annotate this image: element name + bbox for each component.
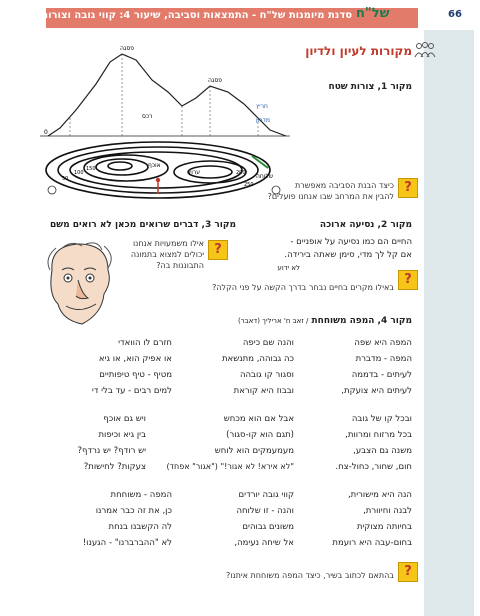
poem-line: ובכל קו של גובה	[351, 414, 412, 424]
source2-line1: החיים הם כמו נסיעה על אופניים -	[290, 237, 412, 247]
poem-line: המפה - משוחחת	[110, 490, 172, 500]
poem-line: לעיתים היא צועקת,	[341, 386, 412, 396]
poem-line: חום, שחור, כחול-צח.	[335, 462, 412, 472]
poem-line: והנה - זו שלוחה	[236, 506, 294, 516]
poem-line: יש רודף? יש נרדף?	[77, 446, 146, 456]
shelach-logo	[356, 6, 389, 21]
poem-line: לה הקשבנו בנחת	[108, 522, 172, 532]
header-title: סדנת מיומנות של"ח - התמצאות וסביבה, שיעור 4: קווי גובה וצורות תבליט	[9, 10, 352, 21]
source4-credit: / זאב ח' אריליך (דאבר)	[238, 317, 309, 325]
label-valley: ערוץ	[188, 169, 201, 176]
poem-line: אבל אם הוא מכחש	[223, 414, 294, 424]
source1-question-line2: להבין את המרחב שבו אנחנו פועלים?	[267, 192, 394, 201]
question-icon: ?	[398, 270, 418, 290]
people-icon	[414, 42, 436, 62]
poem-line: ובבוז היא קוראת	[233, 386, 294, 396]
poem-line: (תגם הוא קו-סגור)	[226, 430, 294, 440]
source3-title: מקור 3, דברים שרואים מכאן לא רואים משם	[49, 220, 236, 230]
poem-line: קווי גובה יורדים	[238, 490, 294, 500]
height-label: 50	[62, 176, 69, 182]
label-ridge: רכס	[142, 113, 153, 120]
poem-line: המפה היא שפה	[354, 338, 412, 348]
source1-title: מקור 1, צורות שטח	[328, 82, 412, 92]
poem-line: מעמעמקים הוא לוחש	[214, 446, 294, 456]
source2-credit: לא ידוע	[277, 264, 300, 272]
poem-line: משונים גבוהים	[242, 522, 294, 532]
label-slope: חריץ	[256, 103, 268, 110]
poem-line: צעקות? לחישות?	[83, 462, 146, 472]
source2-line2: אם קל לך מדי, סימן שאתה בירידה.	[284, 250, 412, 260]
poem-line: לעיתים - בדממה	[351, 370, 412, 380]
question-icon: ?	[398, 178, 418, 198]
poem-line: כה גבוהה, מתנשאת	[221, 354, 294, 364]
poem-line: בחיותה מצוקית	[356, 522, 412, 532]
label-sea-level: 0	[44, 129, 48, 136]
label-peak-left: פסגה	[120, 45, 135, 52]
height-label: 250	[244, 182, 254, 188]
height-label: 100	[74, 170, 84, 176]
poem-line: בכל מרזוח ומרוות,	[345, 430, 412, 440]
poem-line: למים רבים - עד בלי די	[91, 386, 172, 396]
source3-question-line3: התבוננות בה?	[156, 261, 204, 270]
label-peak-right: פסגה	[208, 77, 223, 84]
poem-line: חזרם לו הוואדי	[118, 338, 172, 348]
source2-title: מקור 2, נסיעה ארוכה	[319, 220, 412, 230]
poem-line: אל שיחה נעימה,	[234, 538, 294, 548]
sidebar-strip	[424, 30, 474, 616]
poem-line: כן, את זה כבר אמרנו	[95, 506, 172, 516]
question-icon: ?	[398, 562, 418, 582]
terrain-diagram	[40, 40, 290, 200]
poem-line: וסגור קו גובהה	[239, 370, 294, 380]
poem-line: הנה היא מישורית,	[347, 490, 412, 500]
poem-line: והנה שם כיפה	[242, 338, 294, 348]
poem-line: מטיף - טיף טיפותיים	[99, 370, 172, 380]
source3-question-line2: יכולים למצוא בתמונה	[130, 250, 204, 259]
old-man-illustration	[42, 240, 118, 332]
page-header	[0, 0, 480, 30]
page-number: 66	[448, 9, 462, 20]
poem-line: המפה - מדברת	[355, 354, 412, 364]
source4-question: בהתאם לכתוב בשיר, כיצד המפה משוחחת איתנו?	[225, 571, 394, 580]
poem-line: לבנה וחיוורת,	[363, 506, 412, 516]
label-slope2: מדרון	[256, 117, 271, 124]
poem-line: או אפיק הוא, או גיא	[98, 354, 172, 364]
source3-question-line1: אילו משמעויות אנחנו	[132, 239, 204, 248]
compass-icon	[48, 186, 56, 194]
poem-line: "לא אירא! לא אגור!" ("אגור" אפחד)	[166, 462, 294, 471]
poem-line: לא "ההברברנו" - הגענו!	[82, 538, 172, 548]
height-label: 150	[86, 166, 96, 172]
poem-line: ויש גם אוכף	[103, 414, 146, 424]
source1-question-line1: כיצד הבנת הסביבה מאפשרת	[295, 181, 394, 190]
source2-question: באילו מקרים בחיים נבחר בדרך הקשה על פני הקלה?	[212, 283, 394, 292]
poem-line: משנה גם הצבע,	[353, 446, 412, 456]
source4-title-text: מקור 4, המפה משוחחת	[311, 316, 412, 326]
label-saddle: אוכף	[148, 162, 161, 169]
chapter-title: מקורות לעיון ולדיון	[305, 44, 412, 58]
poem-line: בחום-עבה היא רועמת	[332, 538, 412, 548]
source4-title	[130, 316, 412, 326]
logo-text: של"ח	[356, 6, 390, 21]
poem-line: בין גיא וכיפות	[98, 430, 146, 440]
height-label: 200	[236, 170, 246, 176]
label-spur: שלוחה	[256, 173, 274, 180]
question-icon: ?	[208, 240, 228, 260]
